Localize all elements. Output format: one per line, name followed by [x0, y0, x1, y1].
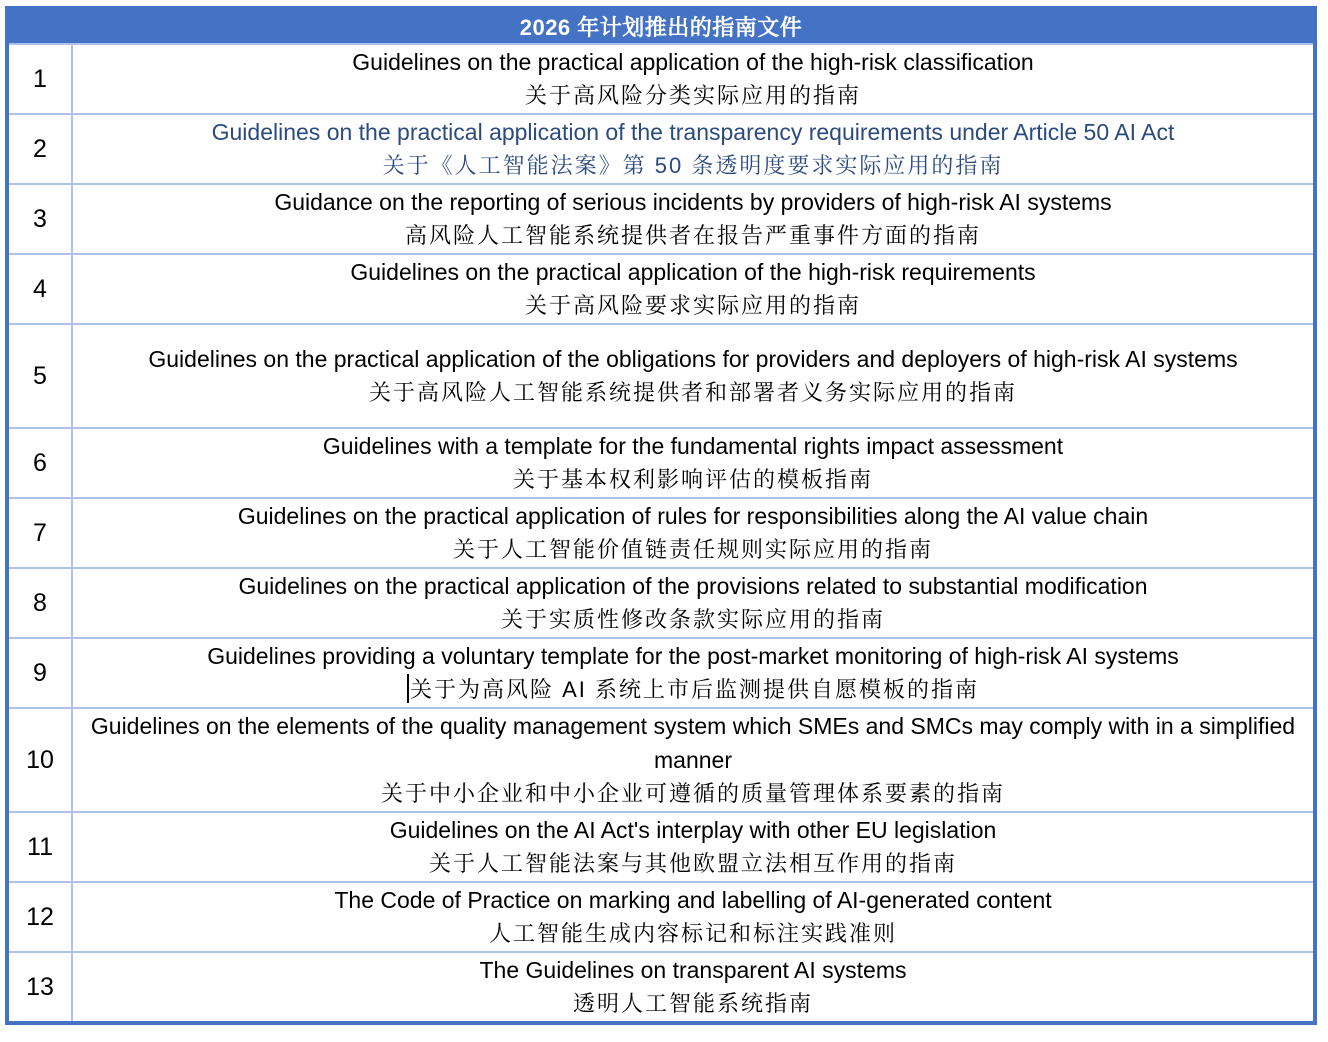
row-number-cell[interactable]: 6 [9, 429, 73, 497]
row-title-en: Guidance on the reporting of serious incidents by providers of high-risk AI systems [274, 189, 1112, 215]
row-title-en: Guidelines on the practical application of the high-risk classification [352, 49, 1034, 75]
table-row [9, 951, 1313, 1021]
table-row [9, 637, 1313, 707]
row-title-en: Guidelines on the practical application of the transparency requirements under Article 50 AI Act [211, 119, 1175, 145]
row-content-cell[interactable] [73, 813, 1313, 881]
row-number-cell[interactable]: 7 [9, 499, 73, 567]
row-number-cell[interactable]: 1 [9, 45, 73, 113]
row-title-zh: 关于高风险人工智能系统提供者和部署者义务实际应用的指南 [368, 380, 1017, 405]
guidelines-table [5, 6, 1317, 1025]
row-title-en: Guidelines on the practical application of the obligations for providers and deployers of high-risk AI systems [148, 346, 1238, 372]
row-content-cell[interactable] [73, 499, 1313, 567]
row-title-zh: 关于高风险分类实际应用的指南 [524, 83, 861, 108]
row-content-cell[interactable] [73, 429, 1313, 497]
row-content-cell[interactable] [73, 45, 1313, 113]
row-title-zh: 关于实质性修改条款实际应用的指南 [500, 607, 885, 632]
row-title-en: Guidelines providing a voluntary template for the post-market monitoring of high-risk AI systems [207, 643, 1179, 669]
table-row [9, 43, 1313, 113]
row-content-cell[interactable] [73, 953, 1313, 1021]
row-title-zh: 关于中小企业和中小企业可遵循的质量管理体系要素的指南 [380, 781, 1005, 806]
row-content-cell[interactable] [73, 325, 1313, 427]
table-row [9, 811, 1313, 881]
row-title-zh: 关于基本权利影响评估的模板指南 [512, 467, 873, 492]
row-number-cell[interactable]: 8 [9, 569, 73, 637]
row-number-cell[interactable]: 12 [9, 883, 73, 951]
row-title-en: Guidelines on the practical application of the high-risk requirements [350, 259, 1036, 285]
row-title-zh: 关于人工智能法案与其他欧盟立法相互作用的指南 [428, 851, 957, 876]
table-row [9, 183, 1313, 253]
row-number-cell[interactable]: 3 [9, 185, 73, 253]
row-title-zh-text: 关于为高风险 AI 系统上市后监测提供自愿模板的指南 [409, 677, 979, 702]
table-row [9, 567, 1313, 637]
row-number-cell[interactable]: 13 [9, 953, 73, 1021]
table-row [9, 253, 1313, 323]
table-row [9, 323, 1313, 427]
table-row [9, 427, 1313, 497]
row-title-en: The Guidelines on transparent AI systems [479, 957, 907, 983]
table-row [9, 497, 1313, 567]
row-title-zh [83, 673, 1303, 707]
row-content-cell[interactable] [73, 883, 1313, 951]
row-title-zh: 关于人工智能价值链责任规则实际应用的指南 [452, 537, 933, 562]
table-row [9, 881, 1313, 951]
row-number-cell[interactable]: 2 [9, 115, 73, 183]
row-title-zh: 透明人工智能系统指南 [572, 991, 813, 1016]
row-title-zh: 关于《人工智能法案》第 50 条透明度要求实际应用的指南 [382, 153, 1004, 178]
row-content-cell[interactable] [73, 569, 1313, 637]
row-title-en: Guidelines on the elements of the quality management system which SMEs and SMCs may comply with in a simplified manner [90, 713, 1296, 773]
row-title-zh: 人工智能生成内容标记和标注实践准则 [488, 921, 897, 946]
row-content-cell[interactable] [73, 255, 1313, 323]
row-content-cell[interactable] [73, 115, 1313, 183]
row-number-cell[interactable]: 11 [9, 813, 73, 881]
table-row [9, 113, 1313, 183]
row-number-cell[interactable]: 9 [9, 639, 73, 707]
row-title-en: Guidelines on the practical application of rules for responsibilities along the AI value chain [237, 503, 1149, 529]
row-number-cell[interactable]: 5 [9, 325, 73, 427]
row-number-cell[interactable]: 10 [9, 709, 73, 811]
text-cursor [407, 674, 409, 703]
row-title-zh: 关于高风险要求实际应用的指南 [524, 293, 861, 318]
row-title-en: Guidelines on the AI Act's interplay with other EU legislation [389, 817, 997, 843]
row-title-en: Guidelines on the practical application of the provisions related to substantial modification [238, 573, 1148, 599]
row-title-en: The Code of Practice on marking and labelling of AI-generated content [334, 887, 1052, 913]
row-content-cell[interactable] [73, 709, 1313, 811]
row-title-en: Guidelines with a template for the fundamental rights impact assessment [322, 433, 1064, 459]
row-content-cell[interactable] [73, 639, 1313, 707]
table-title[interactable]: 2026 年计划推出的指南文件 [9, 10, 1313, 43]
row-content-cell[interactable] [73, 185, 1313, 253]
row-number-cell[interactable]: 4 [9, 255, 73, 323]
row-title-zh: 高风险人工智能系统提供者在报告严重事件方面的指南 [404, 223, 981, 248]
table-row [9, 707, 1313, 811]
